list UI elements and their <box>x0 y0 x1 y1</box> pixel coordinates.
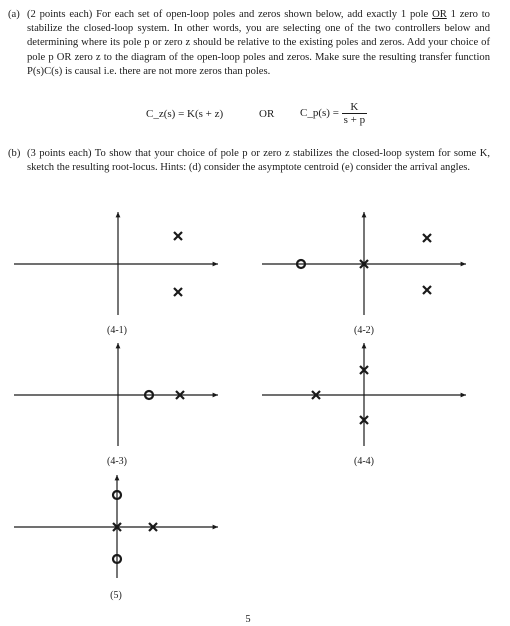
pole-marker <box>423 234 431 242</box>
part-b-text: (3 points each) To show that your choice of pole p or zero z stabilizes the closed-loop system for some K, sketch the resulting root-locus. Hints: (d) consider the asymptote centroid (e) consider the arrival angles. <box>27 148 490 174</box>
part-a-or-underlined: OR <box>432 9 447 20</box>
pole-zero-plot <box>14 212 218 315</box>
part-b-label: (b) <box>8 148 21 159</box>
part-a-rest: 1 zero to stabilize the closed-loop system. In other words, you are selecting one of the two controllers below and determining where its pole p or zero z should be relative to the existing poles and zeros. Add your choice of pole p OR zero z to the diagram of the open-loop poles and zeros. Make sure the resulting transfer function P(s)C(s) is causal i.e. there are not more zeros than poles. <box>27 9 490 77</box>
pole-marker <box>423 286 431 294</box>
plots-layer <box>14 212 466 578</box>
caption-4-4: (4-4) <box>354 456 374 467</box>
equation-or: OR <box>259 108 275 120</box>
part-a-label: (a) <box>8 9 20 20</box>
pole-marker <box>174 232 182 240</box>
equation-cz: C_z(s) = K(s + z) <box>146 108 224 120</box>
caption-5: (5) <box>110 590 122 601</box>
caption-4-3: (4-3) <box>107 456 127 467</box>
equation-cp-denominator: s + p <box>343 114 366 126</box>
caption-4-2: (4-2) <box>354 325 374 336</box>
pole-zero-plot <box>262 212 466 315</box>
pole-zero-plot <box>14 343 218 446</box>
pole-marker <box>174 288 182 296</box>
equation-cp-lhs: C_p(s) = <box>300 107 339 120</box>
part-a-line1: (2 points each) For each set of open-loop poles and zeros shown below, add exactly 1 pole <box>27 9 433 20</box>
pole-zero-plot <box>262 343 466 446</box>
pole-zero-plot <box>14 475 218 578</box>
page-number: 5 <box>245 614 251 625</box>
caption-4-1: (4-1) <box>107 325 127 336</box>
equation-cp-numerator: K <box>342 101 367 114</box>
